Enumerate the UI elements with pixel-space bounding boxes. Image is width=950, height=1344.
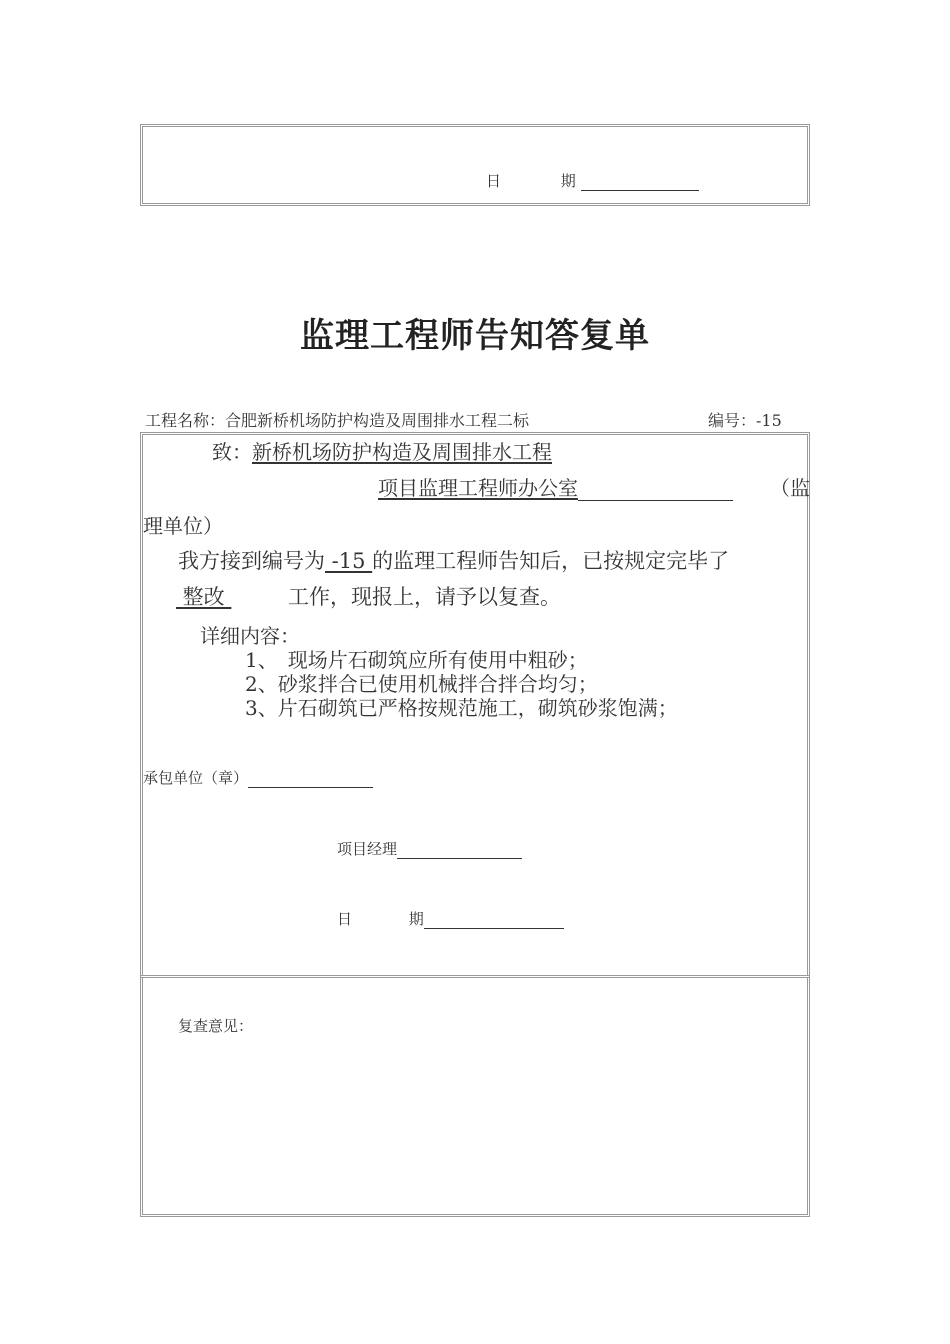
office-name: 项目监理工程师办公室 — [378, 476, 578, 500]
manager-label: 项目经理 — [337, 840, 398, 858]
para1-number: -15 — [325, 549, 373, 573]
page-title: 监理工程师告知答复单 — [300, 316, 650, 356]
top-signature-box — [140, 124, 810, 206]
top-date-char2: 期 — [560, 172, 576, 190]
review-label: 复查意见： — [178, 1017, 254, 1035]
detail-item-3: 3、片石砌筑已严格按规范施工，砌筑砂浆饱满； — [245, 696, 678, 720]
date-row — [337, 908, 564, 929]
addressee-prefix: 致： — [212, 440, 252, 464]
office-row — [378, 472, 733, 501]
detail-label: 详细内容： — [200, 624, 300, 648]
addressee-name: 新桥机场防护构造及周围排水工程 — [252, 440, 552, 464]
manager-row — [337, 838, 522, 859]
doc-number: 编号：-15 — [708, 411, 782, 430]
project-name: 工程名称：合肥新桥机场防护构造及周围排水工程二标 — [145, 411, 530, 430]
work-type: 整改 — [176, 585, 232, 609]
unit-close: 理单位） — [143, 514, 223, 538]
para1-text-a: 我方接到编号为 — [178, 549, 325, 573]
manager-line — [397, 858, 522, 859]
date-char1: 日 — [337, 910, 353, 928]
top-date-line — [581, 190, 699, 191]
unit-open: （监 — [770, 476, 810, 500]
date-line — [424, 928, 564, 929]
detail-item-2: 2、砂浆拌合已使用机械拌合拌合均匀； — [245, 672, 598, 696]
review-box — [140, 975, 810, 1217]
top-date-row — [486, 170, 699, 191]
date-char2: 期 — [408, 910, 424, 928]
paragraph-1 — [178, 545, 729, 575]
para2-text: 工作，现报上，请予以复查。 — [288, 585, 561, 609]
contractor-row — [143, 767, 373, 788]
para1-text-b: 的监理工程师告知后，已按规定完毕了 — [372, 549, 730, 573]
top-date-char1: 日 — [486, 172, 502, 190]
contractor-line — [248, 787, 373, 788]
addressee-row — [212, 436, 552, 465]
detail-item-1: 1、 现场片石砌筑应所有使用中粗砂； — [245, 648, 588, 672]
contractor-label: 承包单位（章） — [143, 769, 249, 787]
office-line — [578, 500, 733, 501]
paragraph-2 — [176, 581, 561, 611]
